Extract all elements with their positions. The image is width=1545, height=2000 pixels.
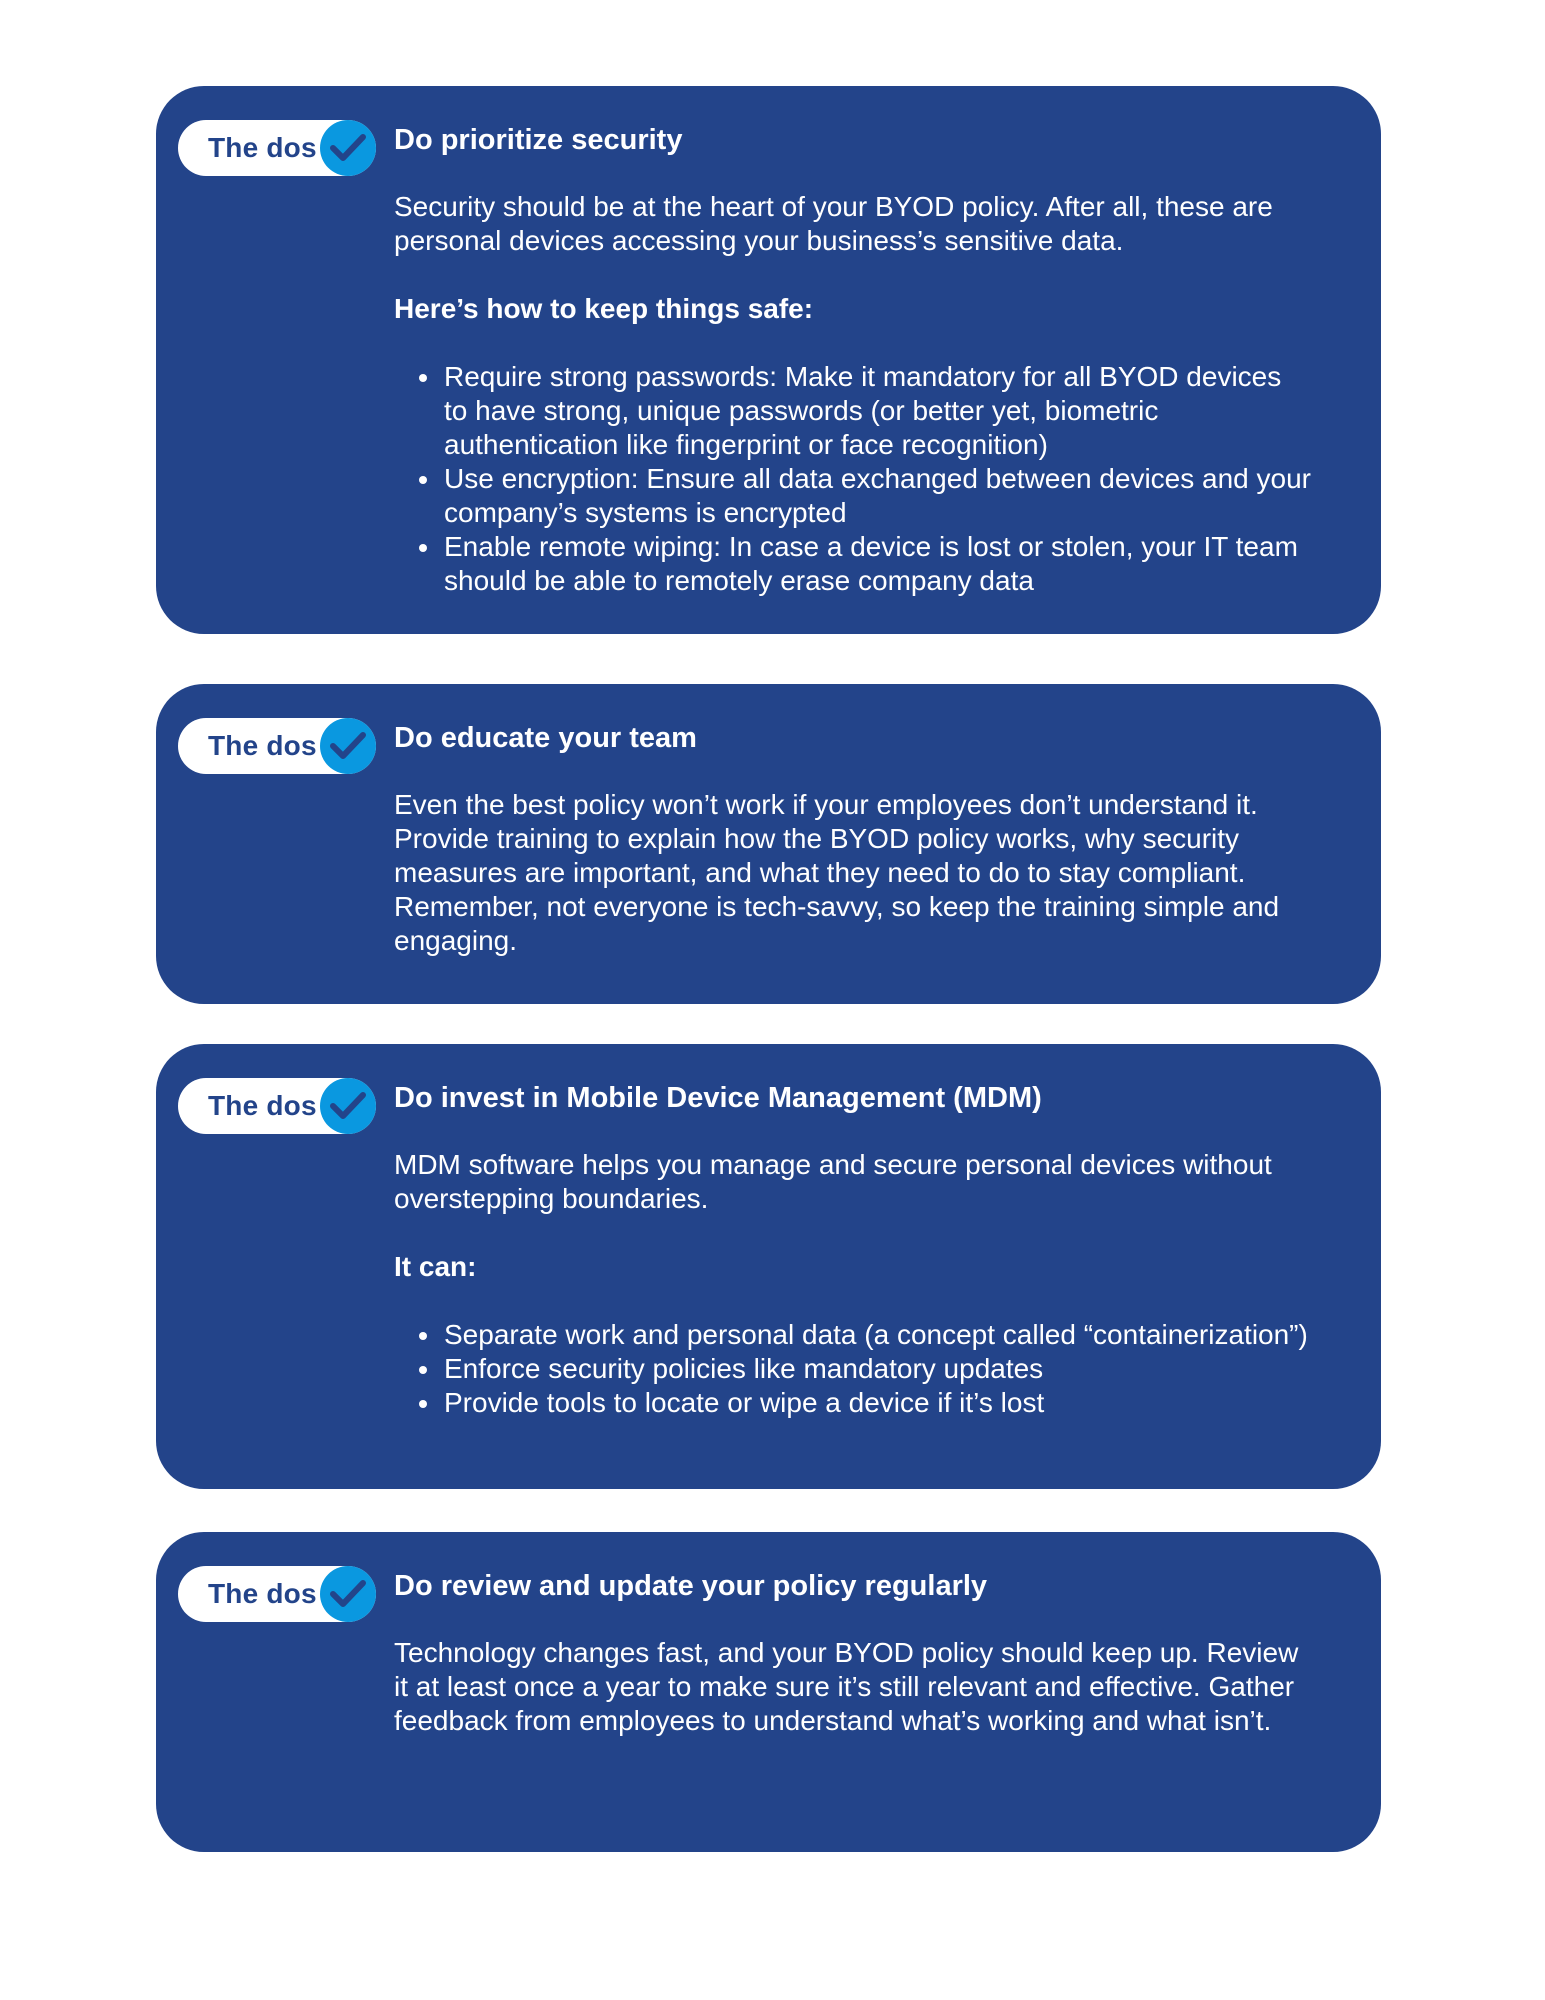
- badge-label: The dos: [208, 1090, 317, 1121]
- the-dos-badge: [178, 718, 376, 774]
- list-item: • Require strong passwords: Make it mandatory for all BYOD devices to have strong, unique passwords (or better yet, biometric authentication like fingerprint or face recognition): [442, 360, 1311, 462]
- the-dos-badge: [178, 120, 376, 176]
- card-content: [394, 122, 1311, 598]
- card-content: [394, 1080, 1311, 1420]
- card-content: [394, 1568, 1311, 1772]
- checkmark-icon: [320, 120, 376, 176]
- checkmark-icon: [320, 1078, 376, 1134]
- card-invest-mdm: [156, 1044, 1381, 1489]
- the-dos-badge: [178, 1566, 376, 1622]
- badge-label: The dos: [208, 1578, 317, 1609]
- card-review-policy: [156, 1532, 1381, 1852]
- card-subheading: Here’s how to keep things safe:: [394, 293, 814, 324]
- card-subheading: It can:: [394, 1251, 477, 1282]
- card-heading: Do invest in Mobile Device Management (MDM): [394, 1082, 1042, 1114]
- card-content: [394, 720, 1311, 992]
- list-item: • Separate work and personal data (a concept called “containerization”): [442, 1318, 1311, 1352]
- the-dos-badge: [178, 1078, 376, 1134]
- badge-label: The dos: [208, 730, 317, 761]
- card-prioritize-security: [156, 86, 1381, 634]
- card-heading: Do educate your team: [394, 722, 697, 754]
- list-item: • Provide tools to locate or wipe a device if it’s lost: [442, 1386, 1311, 1420]
- list-item: • Enable remote wiping: In case a device is lost or stolen, your IT team should be able to remotely erase company data: [442, 530, 1311, 598]
- card-paragraph: MDM software helps you manage and secure personal devices without overstepping boundaries.: [394, 1149, 1272, 1214]
- bullet-list: [394, 360, 1311, 598]
- card-paragraph: Even the best policy won’t work if your employees don’t understand it. Provide training to explain how the BYOD policy works, why security measures are important, and what they need to do to stay compliant. Remember, not everyone is tech-savvy, so keep the training simple and engaging.: [394, 789, 1280, 956]
- card-heading: Do prioritize security: [394, 124, 683, 156]
- list-item: • Enforce security policies like mandatory updates: [442, 1352, 1311, 1386]
- list-item: • Use encryption: Ensure all data exchanged between devices and your company’s systems is encrypted: [442, 462, 1311, 530]
- card-heading: Do review and update your policy regularly: [394, 1570, 988, 1602]
- checkmark-icon: [320, 718, 376, 774]
- card-educate-team: [156, 684, 1381, 1004]
- card-paragraph: Security should be at the heart of your BYOD policy. After all, these are personal devices accessing your business’s sensitive data.: [394, 191, 1273, 256]
- badge-label: The dos: [208, 132, 317, 163]
- bullet-list: [394, 1318, 1311, 1420]
- card-paragraph: Technology changes fast, and your BYOD policy should keep up. Review it at least once a year to make sure it’s still relevant and effective. Gather feedback from employees to understand what’s working and what isn’t.: [394, 1637, 1299, 1736]
- checkmark-icon: [320, 1566, 376, 1622]
